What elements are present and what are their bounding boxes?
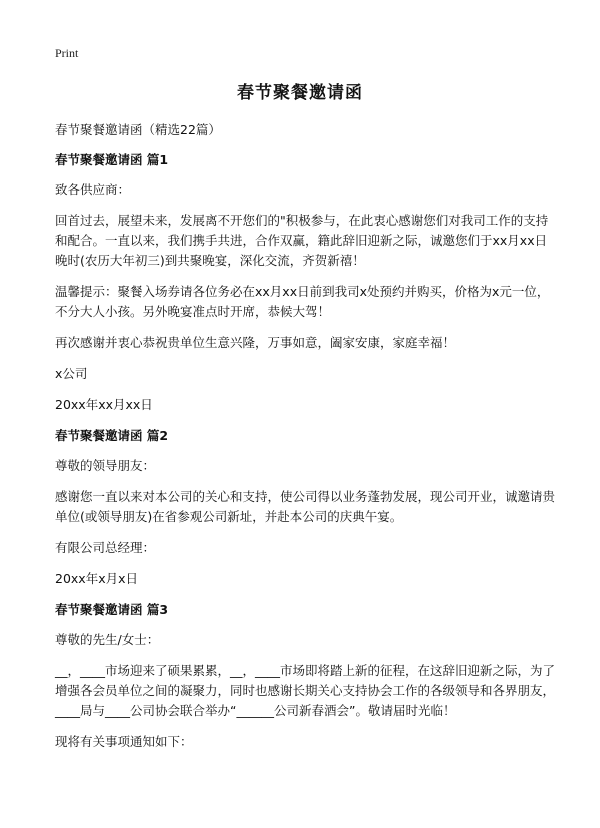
body-paragraph: 感谢您一直以来对本公司的关心和支持，使公司得以业务蓬勃发展，现公司开业，诚邀请贵单位(或领导朋友)在省参观公司新址，并赴本公司的庆典午宴。 [55, 489, 556, 524]
signature-date: 20xx年x月x日 [55, 571, 138, 586]
salutation: 尊敬的领导朋友： [55, 458, 156, 473]
signature-company: 有限公司总经理： [55, 540, 156, 555]
body-paragraph: 再次感谢并衷心恭祝贵单位生意兴隆，万事如意，阖家安康，家庭幸福！ [55, 335, 456, 350]
body-paragraph: 回首过去，展望未来，发展离不开您们的"积极参与，在此衷心感谢您们对我司工作的支持和配合。一直以来，我们携手共进，合作双赢，籍此辞旧迎新之际，诚邀您们于xx月xx日晚时(农历大年初三)到共聚晚宴，深化交流，齐贺新禧！ [55, 213, 549, 268]
page-title: 春节聚餐邀请函 [237, 83, 363, 103]
section-heading-1: 春节聚餐邀请函 篇1 [55, 152, 169, 167]
body-paragraph: __，____市场迎来了硕果累累，__，____市场即将踏上新的征程，在这辞旧迎新之际，为了增强各会员单位之间的凝聚力，同时也感谢长期关心支持协会工作的各级领导和各界朋友，____局与____公司协会联合举办“______公司新春酒会”。敬请届时光临！ [55, 663, 556, 718]
signature-company: x公司 [55, 366, 88, 381]
section-heading-3: 春节聚餐邀请函 篇3 [55, 602, 169, 617]
document-body [55, 120, 555, 763]
salutation: 致各供应商： [55, 182, 131, 197]
salutation: 尊敬的先生/女士： [55, 632, 160, 647]
body-paragraph: 现将有关事项通知如下： [55, 734, 193, 749]
document-subtitle: 春节聚餐邀请函（精选22篇） [55, 122, 221, 137]
print-label: Print [55, 46, 79, 60]
section-heading-2: 春节聚餐邀请函 篇2 [55, 428, 169, 443]
body-paragraph: 温馨提示：聚餐入场券请各位务必在xx月xx日前到我司x处预约并购买，价格为x元一位，不分大人小孩。另外晚宴准点时开席，恭候大驾！ [55, 284, 550, 319]
signature-date: 20xx年xx月xx日 [55, 397, 153, 412]
